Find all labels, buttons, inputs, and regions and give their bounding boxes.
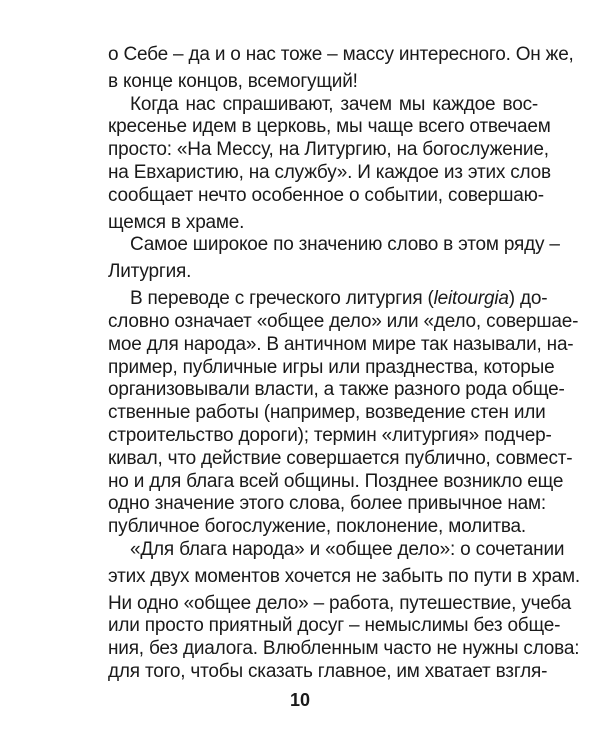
text-line: о Себе – да и о нас тоже – массу интересного. Он же, (108, 44, 574, 65)
text-line: строительство дороги); термин «литургия» подчер- (108, 425, 552, 446)
text-line: пример, публичные игры или празднества, которые (108, 357, 555, 378)
page-number: 10 (289, 690, 311, 710)
text-line: сообщает нечто особенное о событии, совершаю- (108, 185, 544, 206)
text-line: публичное богослужение, поклонение, молитва. (108, 516, 526, 537)
text-line: словно означает «общее дело» или «дело, совершае- (108, 311, 579, 332)
text-line: ния, без диалога. Влюбленным часто не нужны слова: (108, 638, 580, 659)
text-line: организовывали власти, а также разного рода обще- (108, 379, 565, 400)
text-line: Самое широкое по значению слово в этом ряду – (130, 234, 560, 255)
text-line: кивал, что действие совершается публично, совмест- (108, 448, 573, 469)
text-line: но и для блага всей общины. Позднее возникло еще (108, 471, 564, 492)
text-segment: В переводе с греческого литургия ( (130, 288, 434, 309)
text-line: «Для блага народа» и «общее дело»: о сочетании (130, 539, 565, 560)
text-line: кресенье идем в церковь, мы чаще всего отвечаем (108, 116, 551, 137)
text-line: этих двух моментов хочется не забыть по пути в храм. (108, 566, 580, 587)
text-segment: ) до- (508, 288, 548, 309)
text-line: для того, чтобы сказать главное, им хватает взгля- (108, 661, 548, 682)
text-line: одно значение этого слова, более привычное нам: (108, 493, 546, 514)
text-line (130, 287, 548, 310)
text-line: Когда нас спрашивают, зачем мы каждое вос- (130, 94, 538, 115)
text-line: мое для народа». В античном мире так называли, на- (108, 334, 574, 355)
text-line: или просто приятный досуг – немыслимы без обще- (108, 615, 561, 636)
italic-term: leitourgia (433, 288, 509, 309)
text-line: Литургия. (108, 261, 192, 282)
text-line: просто: «На Мессу, на Литургию, на богослужение, (108, 139, 549, 160)
text-line: щемся в храме. (108, 212, 245, 233)
text-line: на Евхаристию, на службу». И каждое из этих слов (108, 162, 551, 183)
text-line: Ни одно «общее дело» – работа, путешествие, учеба (108, 593, 572, 614)
text-line: ственные работы (например, возведение стен или (108, 402, 546, 423)
text-line: в конце концов, всемогущий! (108, 71, 358, 92)
